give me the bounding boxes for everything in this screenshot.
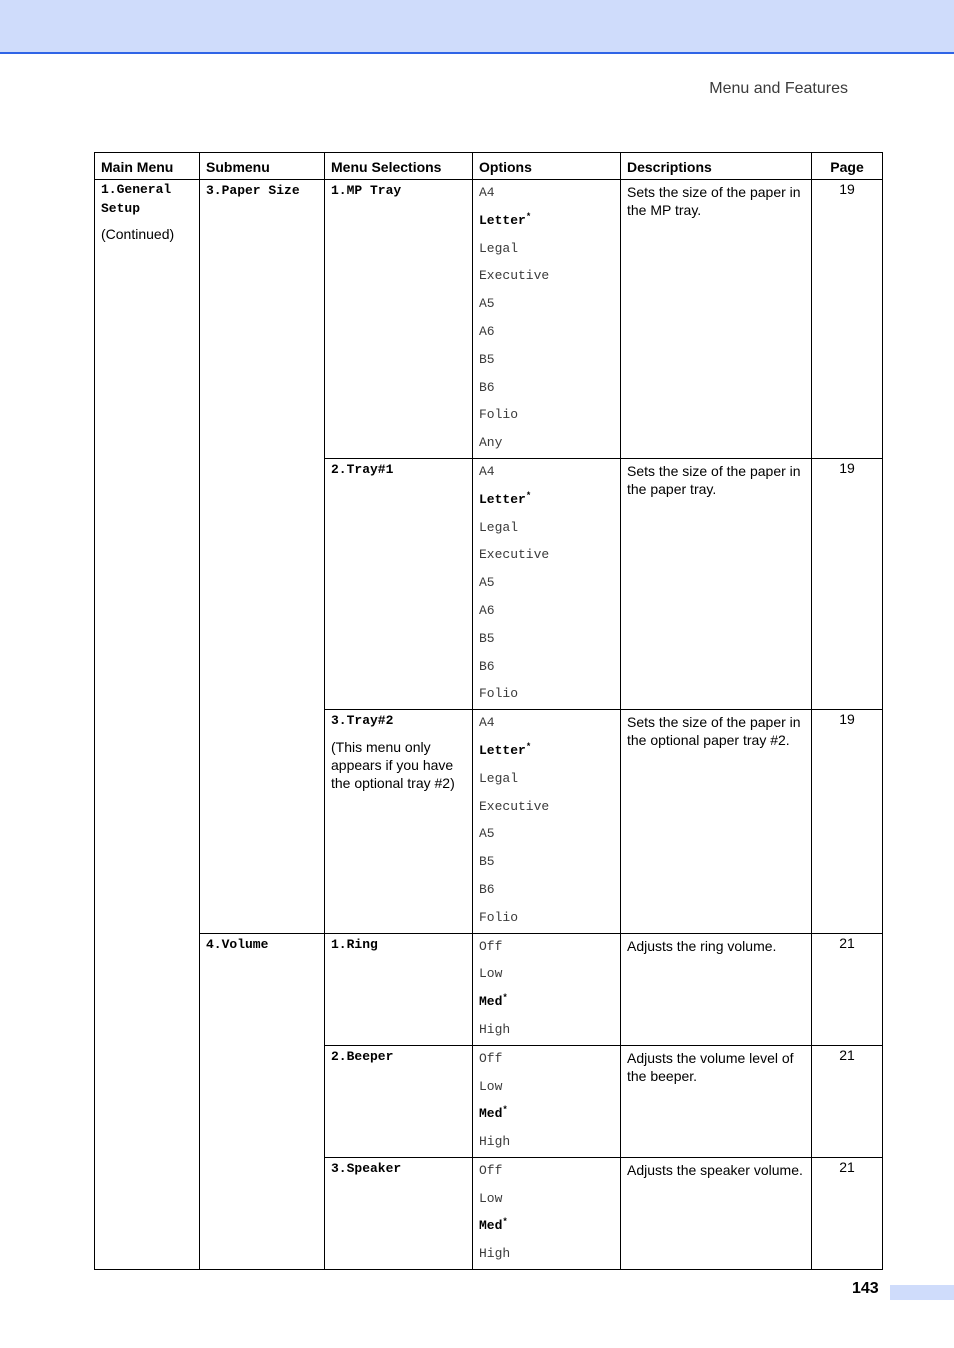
menu-selection-cell: [325, 710, 473, 933]
default-marker: *: [502, 993, 508, 1004]
option-text: A5: [479, 575, 495, 591]
page-ref-cell: 21: [812, 1045, 883, 1157]
column-header-menu-selections: Menu Selections: [325, 153, 473, 180]
options-list: [479, 934, 614, 1045]
option-text: Legal: [479, 240, 519, 256]
menu-selection-cell: [325, 1157, 473, 1269]
option-item: [479, 208, 614, 236]
option-item: [479, 459, 614, 487]
option-item: [479, 598, 614, 626]
column-header-submenu: Submenu: [200, 153, 325, 180]
option-item: [479, 430, 614, 458]
default-marker: *: [525, 741, 532, 752]
description-text: Adjusts the ring volume.: [627, 937, 777, 954]
options-cell: [473, 933, 621, 1045]
main-menu-label-cont: Setup: [101, 201, 141, 216]
description-cell: [621, 180, 812, 459]
default-marker: *: [525, 490, 532, 501]
description-cell: [621, 933, 812, 1045]
page-ref-cell: 19: [812, 180, 883, 459]
page-number: 143: [852, 1280, 879, 1297]
option-text: Folio: [479, 686, 519, 702]
option-text: Letter: [479, 742, 526, 758]
continued-note: (Continued): [101, 226, 175, 242]
table-header-row: [95, 153, 883, 180]
menu-selection-label: 3.Speaker: [331, 1160, 402, 1176]
options-cell: [473, 1045, 621, 1157]
option-item: [479, 319, 614, 347]
options-list: [479, 1158, 614, 1269]
options-list: [479, 459, 614, 709]
option-text: A6: [479, 323, 495, 339]
option-text: A5: [479, 826, 495, 842]
default-marker: *: [502, 1217, 508, 1228]
option-item: [479, 766, 614, 794]
options-cell: [473, 180, 621, 459]
option-text: B6: [479, 881, 495, 897]
option-text: Off: [479, 1162, 503, 1178]
page-ref-cell: 21: [812, 933, 883, 1045]
option-item: [479, 542, 614, 570]
header-band: [0, 0, 954, 54]
description-text: Adjusts the speaker volume.: [627, 1161, 803, 1178]
option-item: [479, 654, 614, 682]
column-header-main-menu: Main Menu: [95, 153, 200, 180]
options-list: [479, 180, 614, 458]
menu-selection-cell: [325, 1045, 473, 1157]
menu-selection-cell: [325, 180, 473, 459]
option-item: [479, 1241, 614, 1269]
submenu-cell: [200, 180, 325, 934]
option-item: [479, 681, 614, 709]
option-item: [479, 1074, 614, 1102]
option-item: [479, 905, 614, 933]
page-tab-marker: [890, 1285, 954, 1300]
option-text: Folio: [479, 909, 519, 925]
option-text: A4: [479, 715, 495, 731]
option-text: Off: [479, 938, 503, 954]
menu-selection-note: (This menu only appears if you have the optional tray #2): [331, 739, 455, 792]
option-item: [479, 1101, 614, 1129]
option-text: Med: [479, 994, 503, 1010]
menu-selection-cell: [325, 933, 473, 1045]
option-item: [479, 794, 614, 822]
page-ref-cell: 21: [812, 1157, 883, 1269]
option-text: B5: [479, 351, 495, 367]
options-cell: [473, 458, 621, 709]
option-text: A4: [479, 185, 495, 200]
default-marker: *: [525, 211, 532, 222]
page-ref-cell: 19: [812, 458, 883, 709]
option-item: [479, 821, 614, 849]
option-item: [479, 375, 614, 403]
menu-selection-label: 1.MP Tray: [331, 183, 402, 198]
option-text: Executive: [479, 798, 550, 814]
option-text: Low: [479, 966, 503, 982]
description-cell: [621, 1045, 812, 1157]
submenu-cell: [200, 933, 325, 1270]
option-item: [479, 626, 614, 654]
option-text: Letter: [479, 491, 526, 507]
menu-selection-label: 3.Tray#2: [331, 713, 394, 729]
table-row: [95, 180, 883, 459]
main-menu-label: 1.General: [101, 182, 172, 197]
option-text: B5: [479, 630, 495, 646]
option-text: A5: [479, 296, 495, 312]
option-text: Med: [479, 1106, 503, 1122]
option-text: Executive: [479, 268, 550, 284]
page-ref-cell: 19: [812, 710, 883, 933]
menu-table: [94, 152, 883, 1270]
submenu-label: 4.Volume: [206, 936, 269, 952]
option-text: Any: [479, 435, 503, 451]
option-text: Legal: [479, 770, 519, 786]
option-item: [479, 347, 614, 375]
option-text: High: [479, 1134, 511, 1150]
table-body: [95, 180, 883, 1270]
submenu-label: 3.Paper Size: [206, 183, 300, 198]
option-text: Executive: [479, 547, 550, 563]
option-text: B5: [479, 854, 495, 870]
option-text: Letter: [479, 212, 526, 228]
option-item: [479, 989, 614, 1017]
option-text: High: [479, 1021, 511, 1037]
description-cell: [621, 458, 812, 709]
option-text: Low: [479, 1190, 503, 1206]
option-item: [479, 961, 614, 989]
description-text: Sets the size of the paper in the paper tray.: [627, 462, 801, 497]
column-header-page: Page: [812, 153, 883, 180]
table-row: [95, 933, 883, 1045]
option-item: [479, 263, 614, 291]
description-text: Sets the size of the paper in the optional paper tray #2.: [627, 714, 801, 749]
option-item: [479, 934, 614, 962]
option-item: [479, 236, 614, 264]
options-cell: [473, 710, 621, 933]
option-item: [479, 570, 614, 598]
option-text: B6: [479, 379, 495, 395]
menu-selection-label: 1.Ring: [331, 936, 378, 952]
option-item: [479, 1129, 614, 1157]
option-item: [479, 1213, 614, 1241]
option-item: [479, 710, 614, 738]
option-item: [479, 738, 614, 766]
option-text: A4: [479, 463, 495, 479]
description-cell: [621, 1157, 812, 1269]
option-text: A6: [479, 602, 495, 618]
menu-selection-label: 2.Tray#1: [331, 461, 394, 477]
description-text: Sets the size of the paper in the MP tray.: [627, 184, 801, 218]
options-cell: [473, 1157, 621, 1269]
option-item: [479, 291, 614, 319]
option-text: Off: [479, 1050, 503, 1066]
option-text: Folio: [479, 407, 519, 423]
column-header-options: Options: [473, 153, 621, 180]
option-item: [479, 849, 614, 877]
option-text: Low: [479, 1078, 503, 1094]
option-text: B6: [479, 658, 495, 674]
option-item: [479, 515, 614, 543]
option-text: Legal: [479, 519, 519, 535]
option-item: [479, 1046, 614, 1074]
menu-selection-cell: [325, 458, 473, 709]
option-item: [479, 1158, 614, 1186]
main-menu-cell: [95, 180, 200, 1270]
menu-selection-label: 2.Beeper: [331, 1048, 394, 1064]
option-item: [479, 402, 614, 430]
running-title: Menu and Features: [709, 80, 848, 97]
option-text: High: [479, 1246, 511, 1262]
option-text: Med: [479, 1218, 503, 1234]
default-marker: *: [502, 1105, 508, 1116]
description-text: Adjusts the volume level of the beeper.: [627, 1049, 794, 1084]
option-item: [479, 180, 614, 208]
option-item: [479, 1186, 614, 1214]
option-item: [479, 877, 614, 905]
options-list: [479, 710, 614, 932]
description-cell: [621, 710, 812, 933]
option-item: [479, 1017, 614, 1045]
options-list: [479, 1046, 614, 1157]
option-item: [479, 487, 614, 515]
column-header-descriptions: Descriptions: [621, 153, 812, 180]
